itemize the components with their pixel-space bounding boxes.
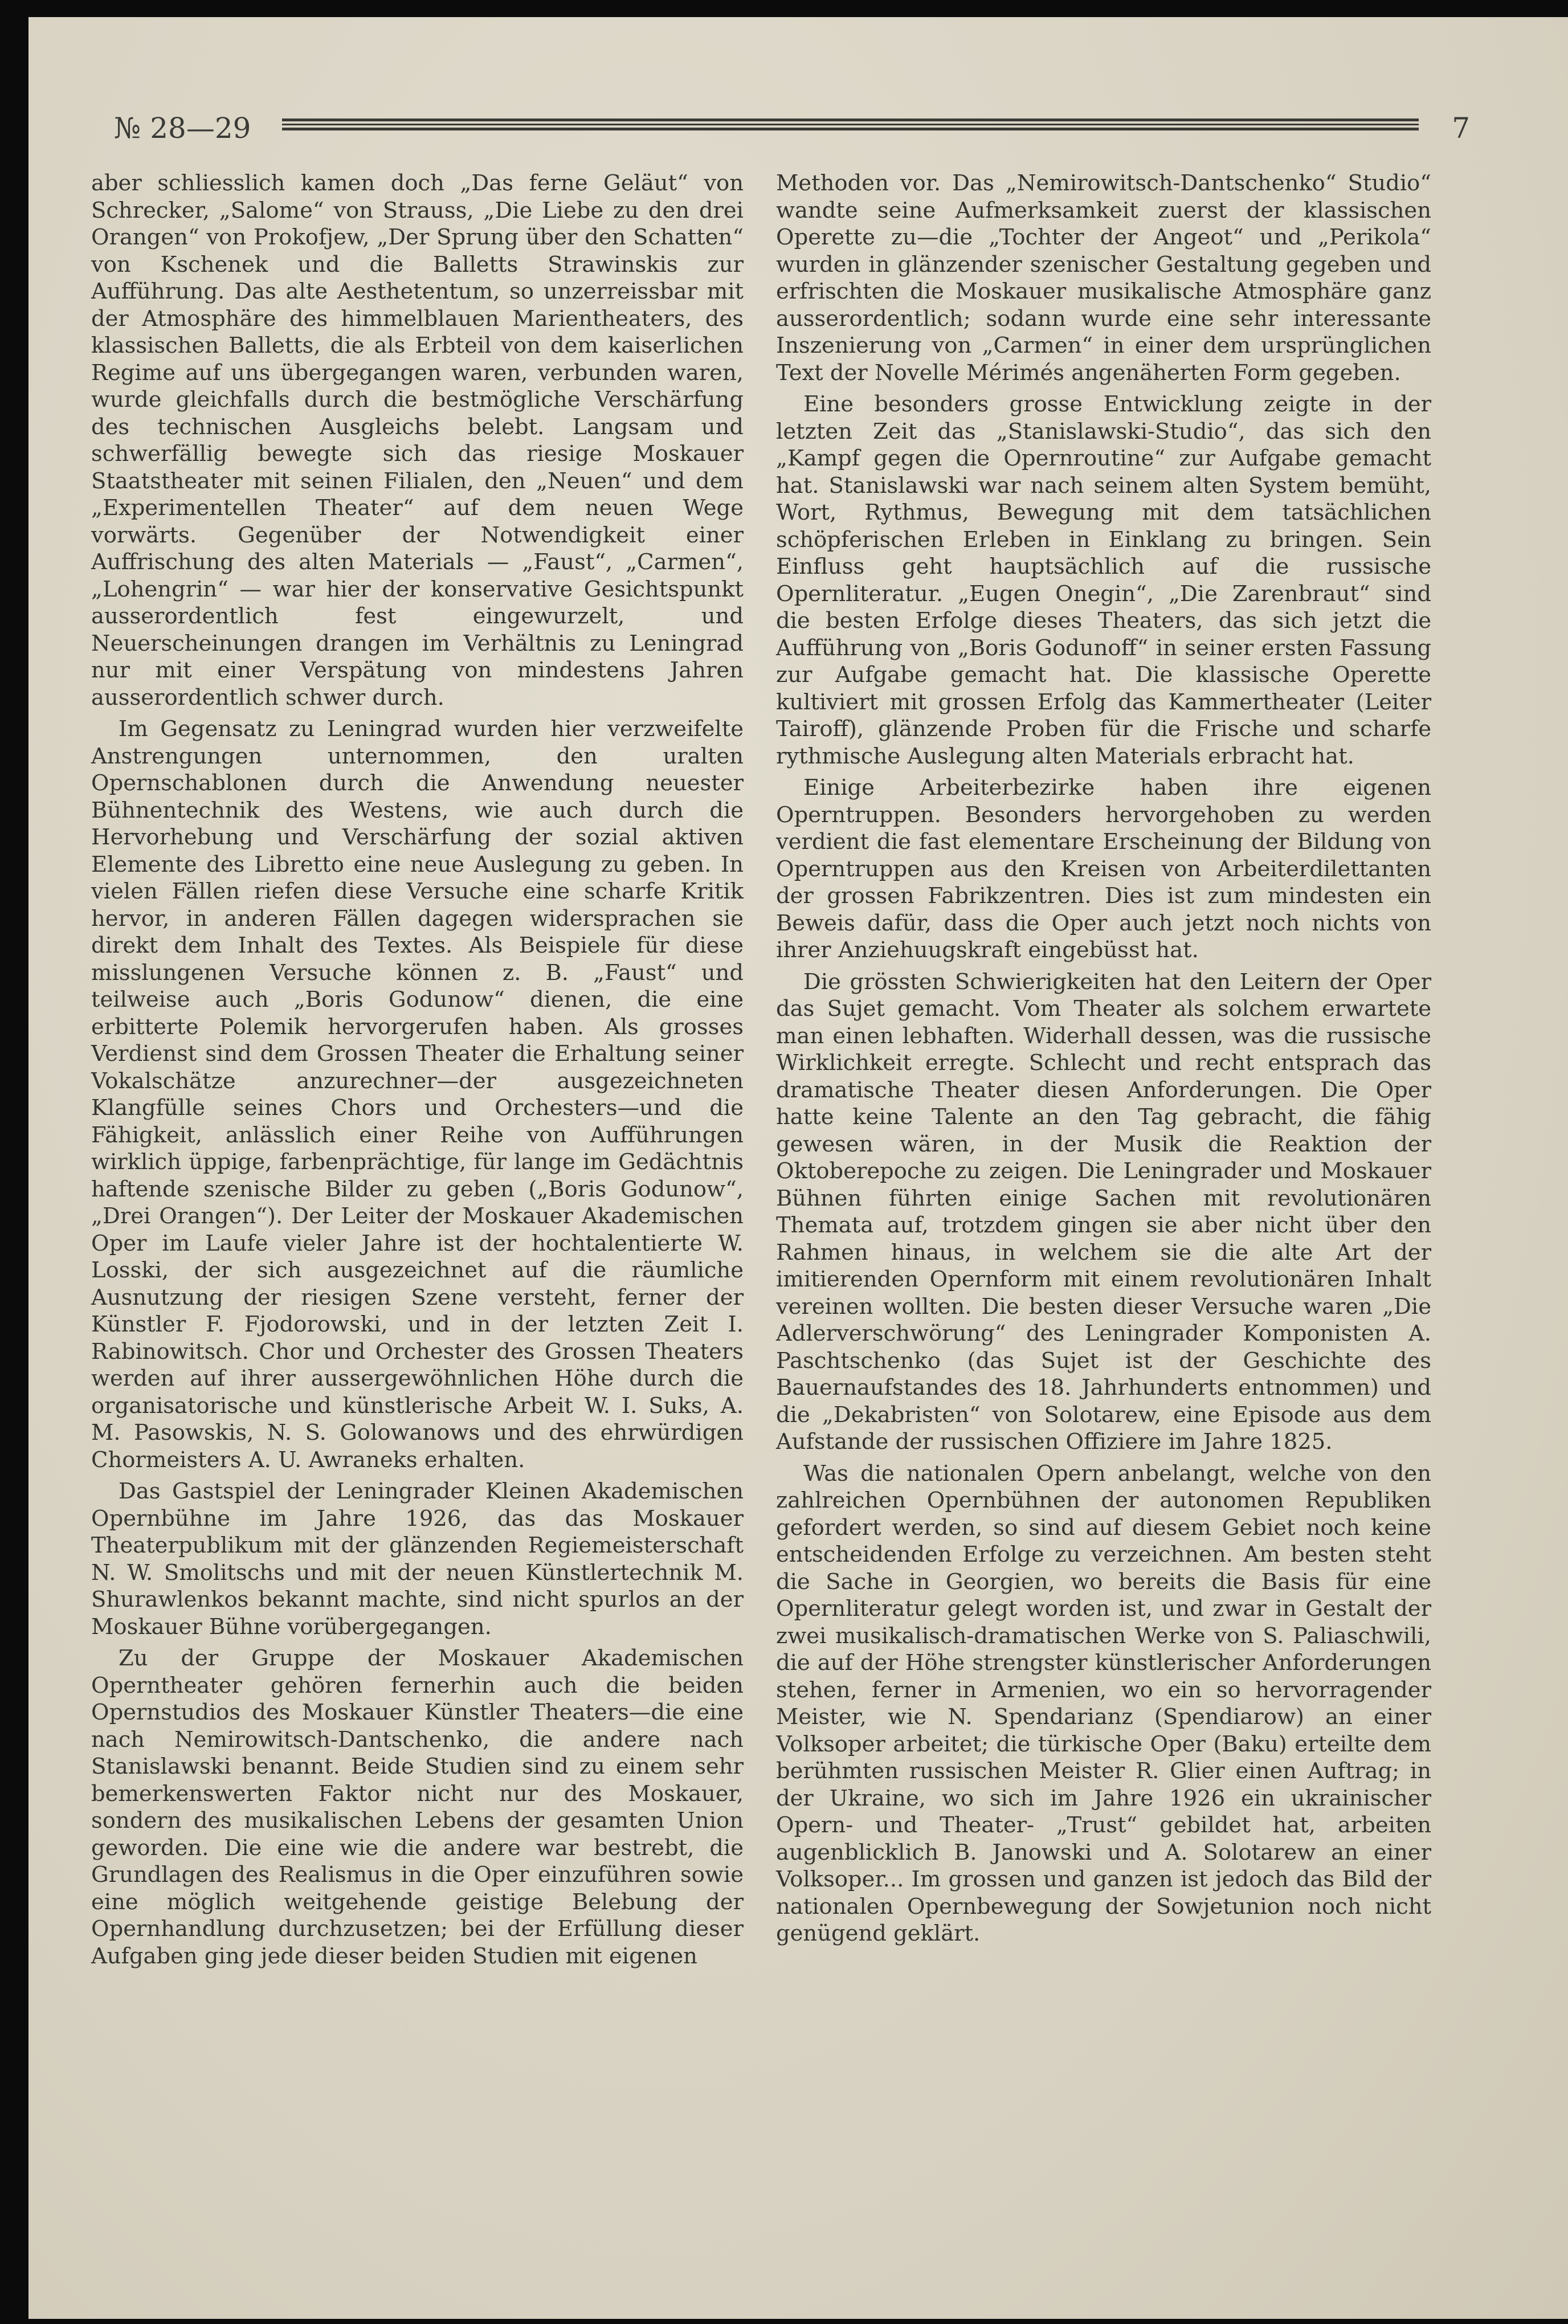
right-column	[776, 170, 1431, 1947]
page-number: 7	[1452, 112, 1470, 145]
paragraph: Zu der Gruppe der Moskauer Akademischen Operntheater gehören fernerhin auch die beiden Opernstudios des Moskauer Künstler Theaters—die eine nach Nemirowitsch-Dantschenko, die andere nach Stanislawski benannt. Beide Studien sind zu einem sehr bemerkenswerten Faktor nicht nur des Moskauer, sondern des musikalischen Lebens der gesamten Union geworden. Die eine wie die andere war bestrebt, die Grundlagen des Realismus in die Oper einzuführen sowie eine möglich weitgehende geistige Belebung der Opernhandlung durchzusetzen; bei der Erfüllung dieser Aufgaben ging jede dieser beiden Studien mit eigenen	[91, 1645, 744, 1969]
paragraph: Methoden vor. Das „Nemirowitsch-Dantschenko“ Studio“ wandte seine Aufmerksamkeit zuerst der klassischen Operette zu—die „Tochter der Angeot“ und „Perikola“ wurden in glänzender szenischer Gestaltung gegeben und erfrischten die Moskauer musikalische Atmosphäre ganz ausserordentlich; sodann wurde eine sehr interessante Inszenierung von „Carmen“ in einer dem ursprünglichen Text der Novelle Mérimés angenäherten Form gegeben.	[776, 170, 1431, 386]
paragraph: aber schliesslich kamen doch „Das ferne Geläut“ von Schrecker, „Salome“ von Strauss, „Die Liebe zu den drei Orangen“ von Prokofjew, „Der Sprung über den Schatten“ von Kschenek und die Balletts Strawinskis zur Aufführung. Das alte Aesthetentum, so unzerreissbar mit der Atmosphäre des himmelblauen Marientheaters, des klassischen Balletts, die als Erbteil von dem kaiserlichen Regime auf uns übergegangen waren, verbunden waren, wurde gleichfalls durch die bestmögliche Verschärfung des technischen Ausgleichs belebt. Langsam und schwerfällig bewegte sich das riesige Moskauer Staatstheater mit seinen Filialen, den „Neuen“ und dem „Experimentellen Theater“ auf dem neuen Wege vorwärts. Gegenüber der Notwendigkeit einer Auffrischung des alten Materials — „Faust“, „Carmen“, „Lohengrin“ — war hier der konservative Gesichtspunkt ausserordentlich fest eingewurzelt, und Neuerscheinungen drangen im Verhältnis zu Leningrad nur mit einer Verspätung von mindestens Jahren ausserordentlich schwer durch.	[91, 170, 744, 710]
page-header	[91, 103, 1481, 154]
paragraph: Im Gegensatz zu Leningrad wurden hier verzweifelte Anstrengungen unternommen, den uralten Opernschablonen durch die Anwendung neuester Bühnentechnik des Westens, wie auch durch die Hervorhebung und Verschärfung der sozial aktiven Elemente des Libretto eine neue Auslegung zu geben. In vielen Fällen riefen diese Versuche eine scharfe Kritik hervor, in anderen Fällen dagegen widersprachen sie direkt dem Inhalt des Textes. Als Beispiele für diese misslungenen Versuche können z. B. „Faust“ und teilweise auch „Boris Godunow“ dienen, die eine erbitterte Polemik hervorgerufen haben. Als grosses Verdienst sind dem Grossen Theater die Erhaltung seiner Vokalschätze anzurechner—der ausgezeichneten Klangfülle seines Chors und Orchesters—und die Fähigkeit, anlässlich einer Reihe von Aufführungen wirklich üppige, farbenprächtige, für lange im Gedächtnis haftende szenische Bilder zu geben („Boris Godunow“,„Drei Orangen“). Der Leiter der Moskauer Akademischen Oper im Laufe vieler Jahre ist der hochtalentierte W. Losski, der sich ausgezeichnet auf die räumliche Ausnutzung der riesigen Szene versteht, ferner der Künstler F. Fjodorowski, und in der letzten Zeit I. Rabinowitsch. Chor und Orchester des Grossen Theaters werden auf ihrer aussergewöhnlichen Höhe durch die organisatorische und künstlerische Arbeit W. I. Suks, A. M. Pasowskis, N. S. Golowanows und des ehrwürdigen Chormeisters A. U. Awraneks erhalten.	[91, 716, 744, 1473]
issue-number: № 28—29	[114, 112, 251, 145]
paragraph: Die grössten Schwierigkeiten hat den Leitern der Oper das Sujet gemacht. Vom Theater als solchem erwartete man einen lebhaften. Widerhall dessen, was die russische Wirklichkeit erregte. Schlecht und recht entsprach das dramatische Theater diesen Anforderungen. Die Oper hatte keine Talente an den Tag gebracht, die fähig gewesen wären, in der Musik die Reaktion der Oktoberepoche zu zeigen. Die Leningrader und Moskauer Bühnen führten einige Sachen mit revolutionären Themata auf, trotzdem gingen sie aber nicht über den Rahmen hinaus, in welchem sie die alte Art der imitierenden Opernform mit einem revolutionären Inhalt vereinen wollten. Die besten dieser Versuche waren „Die Adlerverschwörung“ des Leningrader Komponisten A. Paschtschenko (das Sujet ist der Geschichte des Bauernaufstandes des 18. Jahrhunderts entnommen) und die „Dekabristen“ von Solotarew, eine Episode aus dem Aufstande der russischen Offiziere im Jahre 1825.	[776, 969, 1431, 1455]
left-column	[91, 170, 744, 1970]
paragraph: Was die nationalen Opern anbelangt, welche von den zahlreichen Opernbühnen der autonomen Republiken gefordert werden, so sind auf diesem Gebiet noch keine entscheidenden Erfolge zu verzeichnen. Am besten steht die Sache in Georgien, wo bereits die Basis für eine Opernliteratur gelegt worden ist, und zwar in Gestalt der zwei musikalisch-dramatischen Werke von S. Paliaschwili, die auf der Höhe strengster künstlerischer Anforderungen stehen, ferner in Armenien, wo ein so hervorragender Meister, wie N. Spendarianz (Spendiarow) an einer Volksoper arbeitet; die türkische Oper (Baku) erteilte dem berühmten russischen Meister R. Glier einen Auftrag; in der Ukraine, wo sich im Jahre 1926 ein ukrainischer Opern- und Theater- „Trust“ gebildet hat, arbeiten augenblicklich B. Janowski und A. Solotarew an einer Volksoper... Im grossen und ganzen ist jedoch das Bild der nationalen Opernbewegung der Sowjetunion noch nicht genügend geklärt.	[776, 1460, 1431, 1946]
paragraph: Einige Arbeiterbezirke haben ihre eigenen Operntruppen. Besonders hervorgehoben zu werden verdient die fast elementare Erscheinung der Bildung von Operntruppen aus den Kreisen von Arbeiterdilettanten der grossen Fabrikzentren. Dies ist zum mindesten ein Beweis dafür, dass die Oper auch jetzt noch nichts von ihrer Anziehuugskraft eingebüsst hat.	[776, 775, 1431, 963]
header-rule	[282, 119, 1419, 134]
paragraph: Eine besonders grosse Entwicklung zeigte in der letzten Zeit das „Stanislawski-Studio“, das sich den „Kampf gegen die Opernroutine“ zur Aufgabe gemacht hat. Stanislawski war nach seinem alten System bemüht, Wort, Rythmus, Bewegung mit dem tatsächlichen schöpferischen Erleben in Einklang zu bringen. Sein Einfluss geht hauptsächlich auf die russische Opernliteratur. „Eugen Onegin“, „Die Zarenbraut“ sind die besten Erfolge dieses Theaters, das sich jetzt die Aufführung von „Boris Godunoff“ in seiner ersten Fassung zur Aufgabe gemacht hat. Die klassische Operette kultiviert mit grossen Erfolg das Kammertheater (Leiter Tairoff), glänzende Proben für die Frische und scharfe rythmische Auslegung alten Materials erbracht hat.	[776, 391, 1431, 769]
paragraph: Das Gastspiel der Leningrader Kleinen Akademischen Opernbühne im Jahre 1926, das das Moskauer Theaterpublikum mit der glänzenden Regiemeisterschaft N. W. Smolitschs und mit der neuen Künstlertechnik M. Shurawlenkos bekannt machte, sind nicht spurlos an der Moskauer Bühne vorübergegangen.	[91, 1478, 744, 1640]
